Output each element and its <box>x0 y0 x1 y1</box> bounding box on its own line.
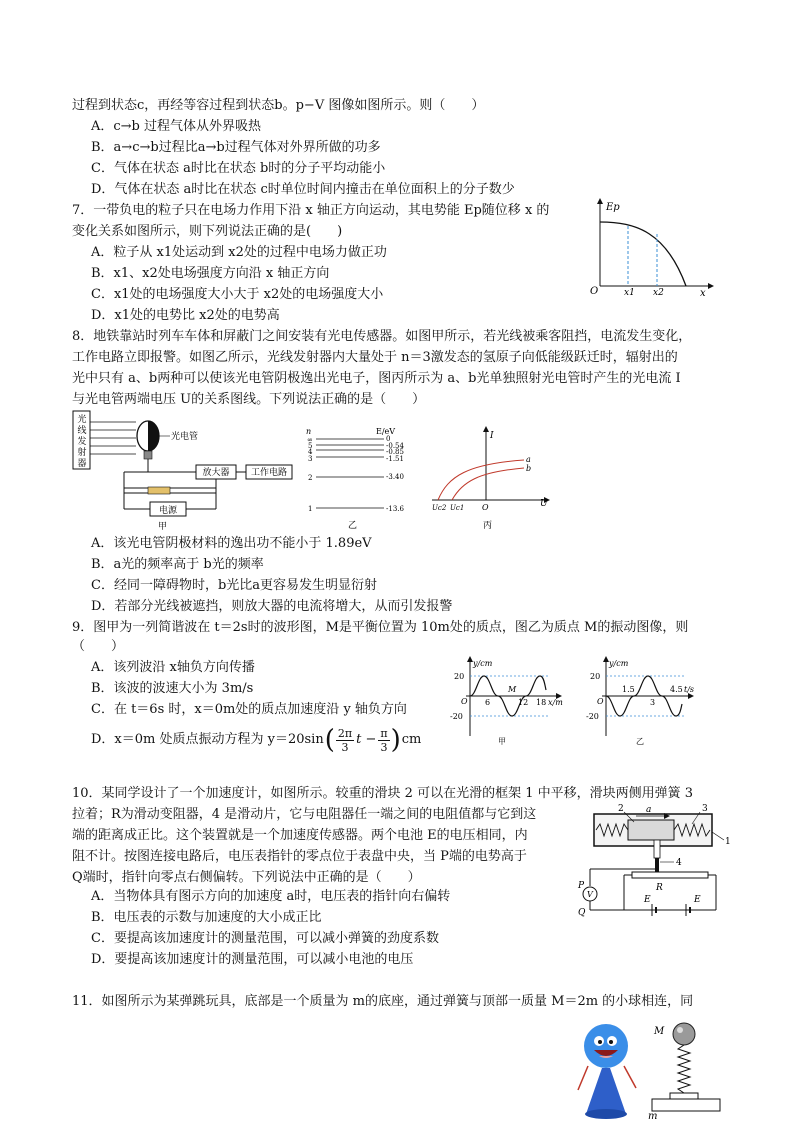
q9-jia-x-label: x/m <box>548 698 563 707</box>
q10-stem-line1: 10．某同学设计了一个加速度计，如图所示。较重的滑块 2 可以在光滑的框架 1 中平移，滑块两侧用弹簧 3 <box>72 786 694 801</box>
q9-frac-denominator: 3 <box>341 740 349 754</box>
q7-option-c: C．x1处的电场强度大小大于 x2处的电场强度大小 <box>91 287 384 302</box>
q9-jia-y-label: y/cm <box>473 659 493 668</box>
q10-stem-line5: Q端时，指针向零点右侧偏转。下列说法中正确的是（ ） <box>72 870 421 885</box>
q8-option-a: A．该光电管阴极材料的逸出功不能小于 1.89eV <box>91 536 372 551</box>
q11-stem: 11．如图所示为某弹跳玩具，底部是一个质量为 m的底座，通过弹簧与顶部一质量 M＝2m 的小球相连，同 <box>72 994 694 1009</box>
q9-jia-tick-6: 6 <box>485 698 491 707</box>
q9-option-c: C．在 t＝6s 时，x＝0m处的质点加速度沿 y 轴负方向 <box>91 702 407 717</box>
q6-intro: 过程到状态c，再经等容过程到状态b。p−V 图像如图所示。则（ ） <box>72 98 485 113</box>
q7-option-a: A．粒子从 x1处运动到 x2处的过程中电场力做正功 <box>91 245 387 260</box>
q9-option-d-prefix: D．x＝0m 处质点振动方程为 y＝20sin <box>91 732 324 747</box>
q9-yi-tick-3: 3 <box>650 698 656 707</box>
q8-voltage-axis-label: U <box>540 499 548 509</box>
q8-level-e-3: -1.51 <box>386 455 404 463</box>
q8-emitter-char-1: 光 <box>77 415 87 425</box>
q9-yi-origin: O <box>597 697 604 706</box>
q7-option-d: D．x1处的电势比 x2处的电势高 <box>91 308 280 323</box>
q8-level-e-4: -0.85 <box>386 448 404 456</box>
q9-stem-line2: （ ） <box>72 639 125 654</box>
q8-emitter-char-2: 线 <box>77 426 87 436</box>
q9-left-paren: ( <box>324 725 335 755</box>
q11-toy-photo <box>574 1016 650 1120</box>
q9-figure-jia-waveform <box>446 656 566 748</box>
q8-emitter-char-4: 射 <box>77 448 87 458</box>
q7-x-axis-label: x <box>700 288 706 298</box>
q9-jia-plus20: 20 <box>454 672 465 681</box>
q9-option-a: A．该列波沿 x轴负方向传播 <box>91 660 255 675</box>
q10-spring-label-3: 3 <box>702 804 708 814</box>
q10-option-b: B．电压表的示数与加速度的大小成正比 <box>91 910 322 925</box>
q7-x2-label: x2 <box>653 288 664 298</box>
q8-level-e-2: -3.40 <box>386 473 404 481</box>
q8-level-n-header: n <box>306 427 312 436</box>
q9-right-paren: ) <box>390 725 401 755</box>
q10-q-label: Q <box>578 908 586 918</box>
q9-figure-yi-caption: 乙 <box>636 737 644 746</box>
q9-t-minus: t − <box>356 732 377 747</box>
q9-frac2-numerator: π <box>380 726 388 740</box>
q8-level-n-4: 4 <box>308 448 313 456</box>
q10-option-c: C．要提高该加速度计的测量范围，可以减小弹簧的劲度系数 <box>91 931 439 946</box>
q8-phototube-label: 光电管 <box>171 432 199 442</box>
q11-ball-m-label: M <box>654 1026 665 1037</box>
q10-option-d: D．要提高该加速度计的测量范围，可以减小电池的电压 <box>91 952 414 967</box>
q11-base-m-label: m <box>648 1111 658 1120</box>
q10-stem-line4: 阻不计。按图连接电路后，电压表指针的零点位于表盘中央，当 P端的电势高于 <box>72 849 527 864</box>
q7-option-b: B．x1、x2处电场强度方向沿 x 轴正方向 <box>91 266 330 281</box>
q8-emitter-char-5: 器 <box>77 459 87 469</box>
q8-level-e-5: -0.54 <box>386 442 404 450</box>
q8-figure-bing-caption: 丙 <box>483 521 493 531</box>
q9-yi-tick-1-5: 1.5 <box>622 685 635 694</box>
q8-uc1-label: Uc1 <box>450 504 465 512</box>
q10-accel-a-label: a <box>646 805 652 815</box>
q9-figure-jia-caption: 甲 <box>498 737 506 746</box>
q8-level-n-3: 3 <box>308 455 313 463</box>
q8-level-n-2: 2 <box>308 474 313 482</box>
q6-option-a: A．c→b 过程气体从外界吸热 <box>91 119 262 134</box>
q7-x1-label: x1 <box>624 288 635 298</box>
q7-origin-label: O <box>590 286 599 297</box>
q10-stem-line3: 端的距离成正比。这个装置就是一个加速度传感器。两个电池 E的电压相同，内 <box>72 828 528 843</box>
q8-figure-jia-caption: 甲 <box>158 522 168 532</box>
q9-unit: cm <box>401 732 422 747</box>
q6-option-c: C．气体在状态 a时比在状态 b时的分子平均动能小 <box>91 161 386 176</box>
q9-jia-tick-18: 18 <box>536 698 547 707</box>
q9-yi-x-label: t/s <box>684 685 695 694</box>
q6-option-b: B．a→c→b过程比a→b过程气体对外界所做的功多 <box>91 140 381 155</box>
q6-option-d: D．气体在状态 a时比在状态 c时单位时间内撞击在单位面积上的分子数少 <box>91 182 515 197</box>
q9-jia-tick-12: 12 <box>518 698 529 707</box>
q8-stem-line1: 8．地铁靠站时列车车体和屏蔽门之间安装有光电传感器。如图甲所示，若光线被乘客阻挡，电流发生变化， <box>72 329 692 344</box>
q8-power-supply-label: 电源 <box>158 506 178 516</box>
q9-frac-numerator: 2π <box>337 726 353 740</box>
q10-wiper-label-4: 4 <box>676 858 682 868</box>
q8-curve-a-label: a <box>526 455 531 464</box>
q7-stem-line1: 7．一带负电的粒子只在电场力作用下沿 x 轴正方向运动，其电势能 Ep随位移 x 的 <box>72 203 550 218</box>
q10-battery-e2-label: E <box>694 895 701 905</box>
q10-p-label: P <box>578 881 585 891</box>
q9-jia-m-label: M <box>508 685 517 694</box>
q8-curve-b-label: b <box>526 464 532 473</box>
q8-option-b: B．a光的频率高于 b光的频率 <box>91 557 264 572</box>
q9-stem-line1: 9．图甲为一列简谐波在 t＝2s时的波形图，M是平衡位置为 10m处的质点，图乙为质点 M的振动图像，则 <box>72 620 689 635</box>
q9-yi-tick-4-5: 4.5 <box>670 685 683 694</box>
q8-origin-label: O <box>482 503 489 512</box>
q9-option-d <box>91 722 421 758</box>
q7-ep-x-graph <box>586 196 716 298</box>
q9-frac2-denominator: 3 <box>380 740 388 754</box>
q10-accelerometer-diagram <box>574 802 736 918</box>
q10-slider-label-2: 2 <box>618 804 624 814</box>
q7-stem-line2: 变化关系如图所示，则下列说法正确的是( ) <box>72 224 343 239</box>
q10-voltmeter-label: V <box>587 890 593 899</box>
q8-figure-bing-iu-curves <box>428 426 556 534</box>
q10-frame-label-1: 1 <box>725 837 731 847</box>
q8-level-e-1: -13.6 <box>386 505 404 513</box>
q8-figure-yi-caption: 乙 <box>348 521 358 531</box>
q9-jia-origin: O <box>461 697 468 706</box>
q8-uc2-label: Uc2 <box>432 504 447 512</box>
q9-option-b: B．该波的波速大小为 3m/s <box>91 681 254 696</box>
q8-emitter-char-3: 发 <box>77 437 87 447</box>
q8-stem-line3: 光中只有 a、b两种可以使该光电管阴极逸出光电子，图丙所示为 a、b光单独照射光电管时产生的光电流 I <box>72 371 681 386</box>
q10-rheostat-label: R <box>656 883 663 893</box>
q9-figure-yi-vibration <box>584 656 700 748</box>
q8-stem-line4: 与光电管两端电压 U的关系图线。下列说法正确的是（ ） <box>72 392 426 407</box>
q7-ep-label: Ep <box>606 202 620 213</box>
q8-level-n-inf: ∞ <box>307 436 313 444</box>
q10-battery-e1-label: E <box>644 895 651 905</box>
q8-level-n-1: 1 <box>308 505 313 513</box>
q8-work-circuit-label: 工作电路 <box>250 468 288 478</box>
q9-yi-y-label: y/cm <box>609 659 629 668</box>
q8-figure-yi-energy-levels <box>296 424 418 534</box>
q10-option-a: A．当物体具有图示方向的加速度 a时，电压表的指针向右偏转 <box>91 889 451 904</box>
q8-amplifier-label: 放大器 <box>202 468 230 478</box>
q11-spring-model <box>648 1020 728 1120</box>
q9-jia-minus20: -20 <box>450 712 463 721</box>
q8-option-c: C．经同一障碍物时，b光比a更容易发生明显衍射 <box>91 578 378 593</box>
q8-level-e-header: E/eV <box>376 427 396 436</box>
q8-level-n-5: 5 <box>308 442 313 450</box>
q8-current-axis-label: I <box>490 431 494 441</box>
q8-stem-line2: 工作电路立即报警。如图乙所示，光线发射器内大量处于 n＝3激发态的氢原子向低能级跃迁时，辐射出的 <box>72 350 678 365</box>
q8-figure-jia-circuit <box>72 408 322 532</box>
q9-yi-plus20: 20 <box>590 672 601 681</box>
q8-level-e-inf: 0 <box>386 435 391 443</box>
q9-yi-minus20: -20 <box>586 712 599 721</box>
q10-stem-line2: 拉着；R为滑动变阻器，4 是滑动片，它与电阻器任一端之间的电阻值都与它到这 <box>72 807 537 822</box>
q8-option-d: D．若部分光线被遮挡，则放大器的电流将增大，从而引发报警 <box>91 599 453 614</box>
